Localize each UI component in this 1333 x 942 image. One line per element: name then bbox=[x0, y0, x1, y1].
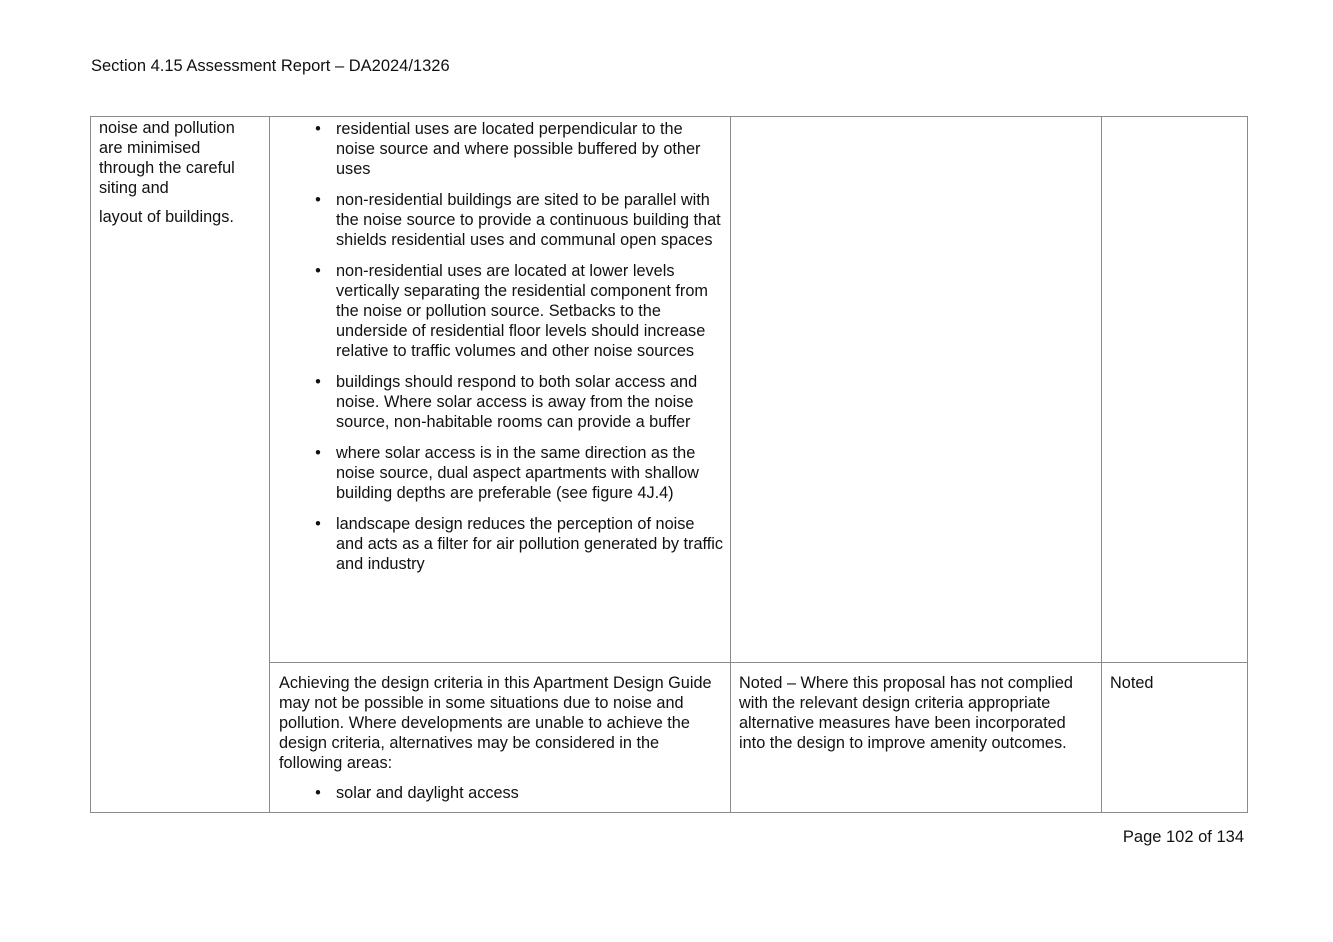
objective-text: noise and pollution are minimised through the careful siting and bbox=[99, 119, 235, 197]
column-divider-2 bbox=[730, 116, 731, 813]
bullet-icon: • bbox=[315, 120, 321, 138]
list-item-text: non-residential uses are located at lower levels vertically separating the residential component from the noise or pollution source. Setbacks to the underside of residential floor levels should increase relative to traffic volumes and other noise sources bbox=[336, 262, 708, 360]
list-item bbox=[279, 783, 725, 803]
bullet-icon: • bbox=[315, 373, 321, 391]
list-item bbox=[279, 372, 725, 432]
objective-text-continued: layout of buildings. bbox=[99, 208, 234, 226]
table-border-top bbox=[90, 116, 1248, 117]
row-divider bbox=[269, 662, 1248, 663]
list-item bbox=[279, 514, 725, 574]
assessment-table bbox=[90, 116, 1248, 813]
table-border-bottom bbox=[90, 812, 1248, 813]
status-text: Noted bbox=[1110, 674, 1154, 692]
list-item-text: where solar access is in the same direction as the noise source, dual aspect apartments with shallow building depths are preferable (see figure 4J.4) bbox=[336, 444, 699, 502]
list-item-text: solar and daylight access bbox=[336, 784, 519, 802]
alternatives-cell bbox=[279, 673, 725, 803]
page-number: Page 102 of 134 bbox=[1122, 828, 1244, 846]
design-guidance-cell bbox=[279, 119, 725, 574]
column-divider-1 bbox=[269, 116, 270, 813]
list-item bbox=[279, 119, 725, 179]
column-divider-3 bbox=[1101, 116, 1102, 813]
page-header: Section 4.15 Assessment Report – DA2024/1326 bbox=[91, 57, 450, 75]
alternatives-list bbox=[279, 783, 725, 803]
table-border-left bbox=[90, 116, 91, 813]
list-item bbox=[279, 261, 725, 361]
list-item-text: landscape design reduces the perception of noise and acts as a filter for air pollution generated by traffic and industry bbox=[336, 515, 724, 573]
objective-cell bbox=[99, 118, 259, 227]
status-cell bbox=[1110, 673, 1240, 693]
list-item-text: residential uses are located perpendicular to the noise source and where possible buffered by other uses bbox=[336, 120, 701, 178]
table-border-right bbox=[1247, 116, 1248, 813]
comment-text: Noted – Where this proposal has not complied with the relevant design criteria appropriate alternative measures have been incorporated into the design to improve amenity outcomes. bbox=[739, 674, 1073, 752]
list-item bbox=[279, 443, 725, 503]
list-item bbox=[279, 190, 725, 250]
design-guidance-list bbox=[279, 119, 725, 574]
bullet-icon: • bbox=[315, 444, 321, 462]
alternatives-text: Achieving the design criteria in this Apartment Design Guide may not be possible in some situations due to noise and pollution. Where developments are unable to achieve the design criteria, alternatives may be considered in the following areas: bbox=[279, 674, 712, 772]
bullet-icon: • bbox=[315, 515, 321, 533]
list-item-text: non-residential buildings are sited to be parallel with the noise source to provide a continuous building that shields residential uses and communal open spaces bbox=[336, 191, 721, 249]
bullet-icon: • bbox=[315, 262, 321, 280]
bullet-icon: • bbox=[315, 784, 321, 802]
list-item-text: buildings should respond to both solar access and noise. Where solar access is away from the noise source, non-habitable rooms can provide a buffer bbox=[336, 373, 698, 431]
comment-cell bbox=[739, 673, 1091, 753]
bullet-icon: • bbox=[315, 191, 321, 209]
